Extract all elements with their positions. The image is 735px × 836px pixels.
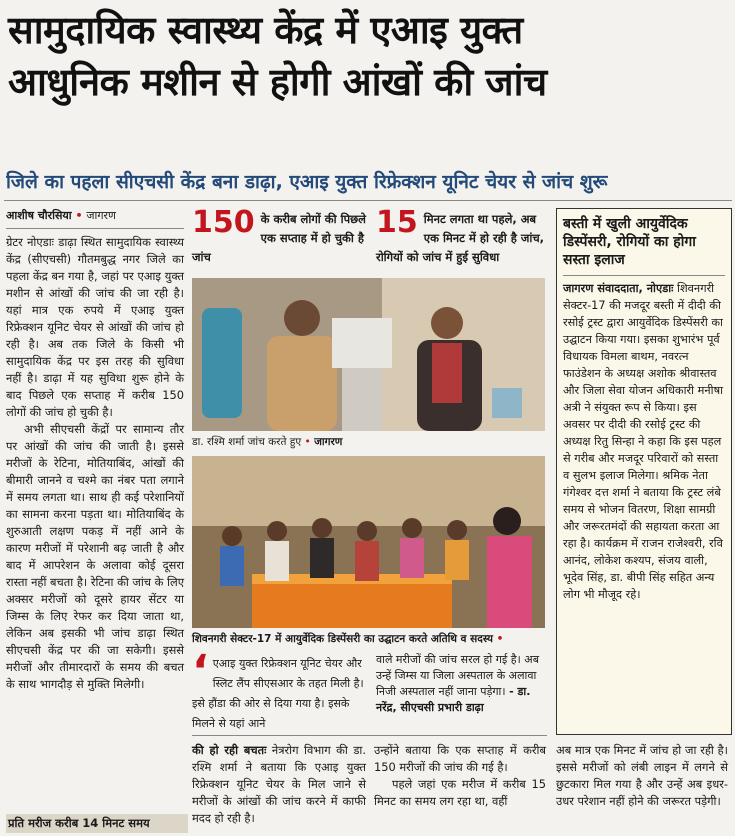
article-subheading: प्रति मरीज करीब 14 मिनट समय — [6, 814, 188, 833]
photo2-caption — [192, 632, 545, 646]
headline-line2: आधुनिक मशीन से होगी आंखों की जांच — [8, 60, 547, 104]
stat-text: के करीब लोगों की पिछले एक सप्ताह में हो चुकी है जांच — [192, 212, 366, 264]
quote-col1 — [192, 646, 372, 732]
byline-author: आशीष चौरसिया — [6, 209, 72, 222]
divider — [563, 275, 725, 276]
article-para-2: अभी सीएचसी केंद्रों पर सामान्य तौर पर आंखों की जांच की जाती है। इससे मरीजों के रेटिना, मोतियाबिंद, आंखों की बीमारी जानने व चश्मे का नंबर पता लगाने में समय लगता था। साथ ही कई परेशानियों का सामना करना पड़ता था। मोतियाबिंद के शुरुआती लक्षण पकड़ में नहीं आने के कारण मरीजों में परेशानी बढ़ जाती है और बाद में आपरेशन के अलावा कोई दूसरा रास्ता नहीं बचता है। रेटिना की जांच के लिए अक्सर मरीजों को दूसरे हायर सेंटर या जिम्स के लिए रेफर कर दिया जाता था, लेकिन अब इसकी भी जांच डाढ़ा स्थित सीएचसी केंद्र पर की जा सकेगी। इससे मरीजों और तीमारदारों के समय की बचत के साथ भागदौड़ से मुक्ति मिलेगी। — [6, 422, 184, 691]
caption-source: जागरण — [314, 436, 343, 448]
quote-text: वाले मरीजों की जांच सरल हो गई है। अब उन्हें जिम्स या जिला अस्पताल के अलावा निजी अस्पताल नहीं जाना पड़ेगा। — [376, 653, 539, 698]
quote-attribution: - डा. नरेंद्र, सीएचसी प्रभारी डाढ़ा — [376, 685, 531, 714]
main-article — [6, 234, 184, 693]
eye-exam-illustration — [192, 278, 545, 431]
photo-eye-exam — [192, 278, 545, 431]
sidebar-dateline: जागरण संवाददाता, नोएडाः — [563, 282, 674, 295]
stat-text: मिनट लगता था पहले, अब एक मिनट में हो रही है जांच, रोगियों को जांच में हुई सुविधा — [376, 212, 545, 264]
subheadline: जिले का पहला सीएचसी केंद्र बना डाढ़ा, एआइ युक्त रिफ्रेक्शन यूनिट चेयर से जांच शुरू — [6, 171, 608, 193]
bottom-col3-text: अब मात्र एक मिनट में जांच हो जा रही है। इससे मरीजों को लंबी लाइन में लगने से छुटकारा मिल गया है और उन्हें अब इधर-उधर परेशान नहीं होने की जरूरत पड़ेगी। — [556, 743, 728, 808]
headline — [8, 4, 730, 108]
bottom-col2-text: उन्होंने बताया कि एक सप्ताह में करीब 150 मरीजों की जांच की गई है। — [374, 743, 546, 774]
bullet-icon: • — [304, 436, 311, 448]
quote-text: एआइ युक्त रिफ्रेक्शन यूनिट चेयर और स्लिट लैंप सीएसआर के तहत मिली है। इसे हौंडा की ओर से दिया गया है। इसके मिलने से यहां आने — [192, 657, 364, 730]
stat-150 — [192, 205, 367, 265]
inauguration-illustration — [192, 456, 545, 628]
bottom-col1-lead: की हो रही बचतः — [192, 743, 267, 757]
byline — [6, 208, 186, 223]
article-para-1: ग्रेटर नोएडाः डाढ़ा स्थित सामुदायिक स्वास्थ्य केंद्र (सीएचसी) गौतमबुद्ध नगर जिले का पहला केंद्र बन गया है, जहां पर एआइ युक्त मशीन से आंखों की जांच की जा रही है। यहां मात्र एक रुपये में एआइ युक्त रिफ्रेक्शन यूनिट चेयर से आंखों की जांच हो रही है। अब तक जिले के किसी भी सामुदायिक केंद्र पर इस तरह की सुविधा नहीं है। डाढ़ा में यह सुविधा शुरू होने के बाद पिछले एक सप्ताह में करीब 150 लोगों की जांच हो चुकी है। — [6, 235, 184, 419]
bottom-col3 — [556, 742, 728, 810]
divider — [4, 200, 732, 201]
headline-line1: सामुदायिक स्वास्थ्य केंद्र में एआइ युक्त — [8, 8, 523, 52]
sidebar-box — [556, 208, 732, 735]
bottom-col2 — [374, 742, 546, 810]
sidebar-body — [557, 278, 731, 605]
divider — [192, 735, 547, 736]
byline-source: जागरण — [86, 209, 116, 222]
stat-number: 150 — [192, 205, 255, 240]
bullet-icon: • — [75, 209, 83, 222]
divider — [6, 228, 184, 229]
bullet-icon: • — [496, 633, 504, 645]
quote-col2 — [376, 652, 546, 716]
caption-text: शिवनगरी सेक्टर-17 में आयुर्वेदिक डिस्पेंसरी का उद्घाटन करते अतिथि व सदस्य — [192, 633, 494, 645]
bottom-col2b-text: पहले जहां एक मरीज में करीब 15 मिनट का समय लग रहा था, वहीं — [374, 777, 546, 808]
stat-15 — [376, 205, 548, 265]
sidebar-text: शिवनगरी सेक्टर-17 की मजदूर बस्ती में दीदी की रसोई ट्रस्ट द्वारा आयुर्वेदिक डिस्पेंसरी का उद्घाटन किया गया। इसका शुभारंभ पूर्व विधायक विमला बाथम, नवरत्न फाउंडेशन के अध्यक्ष अशोक श्रीवास्तव और जिला सेवा योजन अधिकारी मनीषा अत्री ने संयुक्त रूप से किया। इस अवसर पर दीदी की रसोई ट्रस्ट की अध्यक्ष रितु सिन्हा ने कहा कि इस पहल से गरीब और मजदूर परिवारों को सस्ता व सुलभ इलाज मिलेगा। श्रमिक नेता गंगेश्वर दत्त शर्मा ने बताया कि ट्रस्ट लंबे समय से भोजन वितरण, शिक्षा सामग्री और जरूरतमंदों की सहायता करता आ रहा है। कार्यक्रम में राजन राजेश्वरी, रवि आनंद, लोकेश कश्यप, संजय वाली, भूदेव सिंह, डा. बीपी सिंह सहित अन्य लोग भी मौजूद रहे। — [563, 282, 724, 601]
stat-number: 15 — [376, 205, 418, 240]
photo-inauguration — [192, 456, 545, 628]
sidebar-headline: बस्ती में खुली आयुर्वेदिक डिस्पेंसरी, रोगियों का होगा सस्ता इलाज — [563, 216, 696, 268]
caption-text: डा. रश्मि शर्मा जांच करते हुए — [192, 436, 302, 448]
quote-mark-icon: ‘ — [192, 646, 209, 697]
photo1-caption — [192, 435, 545, 449]
bottom-col1 — [192, 742, 366, 827]
bottom-col1-text: नेत्ररोग विभाग की डा. रश्मि शर्मा ने बताया कि एआइ युक्त रिफ्रेक्शन यूनिट चेयर के मिल जाने से मरीजों के आंखों की जांच करने में काफी मदद हो रही है। — [192, 743, 367, 825]
